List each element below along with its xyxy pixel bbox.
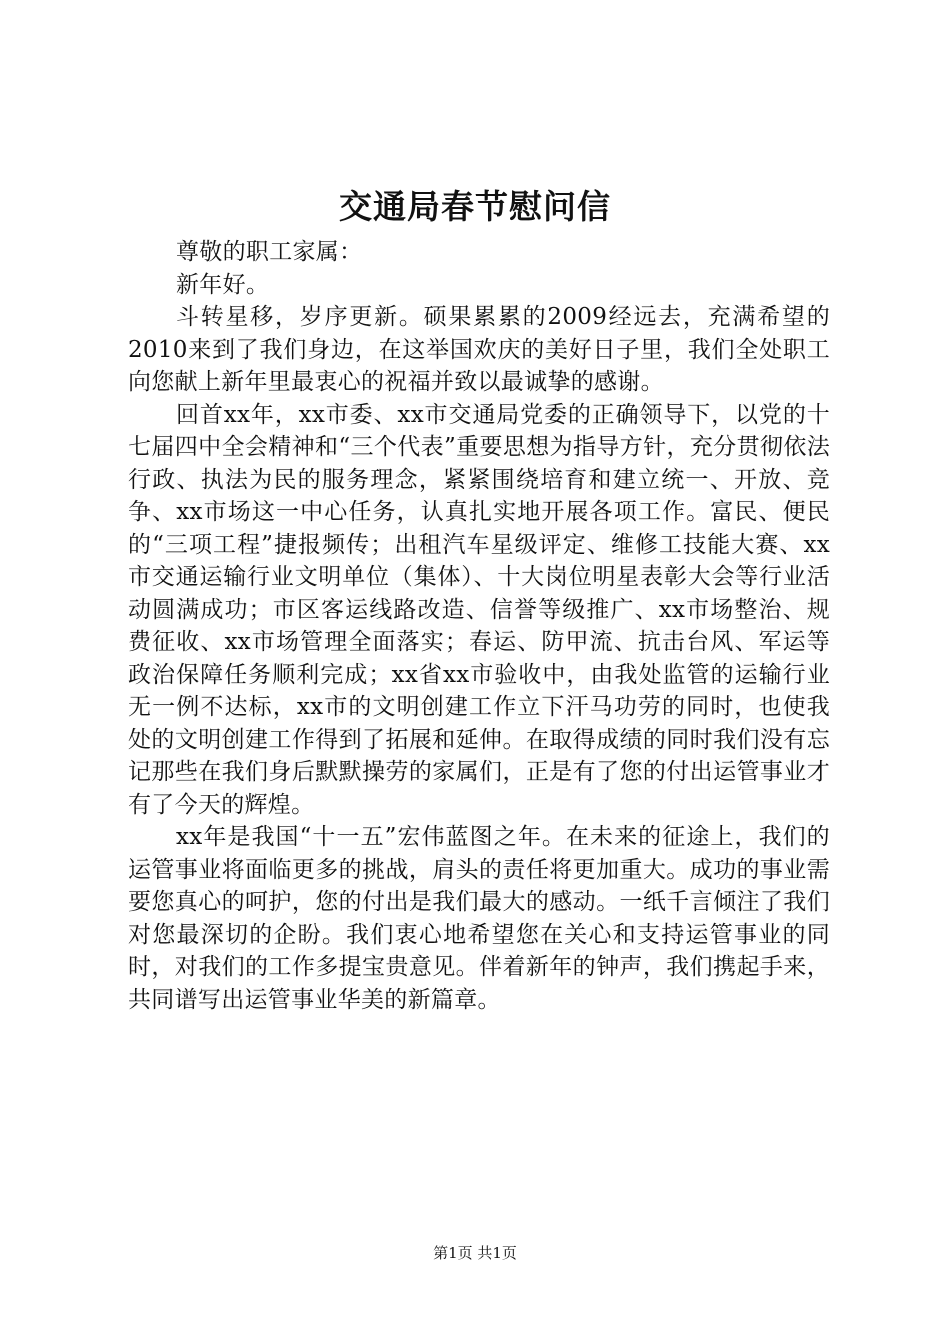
paragraph-outlook: xx年是我国“十一五”宏伟蓝图之年。在未来的征途上，我们的运管事业将面临更多的挑战，肩头的责任将更加重大。成功的事业需要您真心的呵护，您的付出是我们最大的感动。一纸千言倾注了我们对您最深切的企盼。我们衷心地希望您在关心和支持运管事业的同时，对我们的工作多提宝贵意见。伴着新年的钟声，我们携起手来，共同谱写出运管事业华美的新篇章。 xyxy=(128,824,830,1013)
document-title: 交通局春节慰问信 xyxy=(339,187,611,226)
salutation: 尊敬的职工家属： xyxy=(176,239,363,265)
page-footer: 第1页 共1页 xyxy=(433,1244,517,1262)
paragraph-review: 回首xx年，xx市委、xx市交通局党委的正确领导下，以党的十七届四中全会精神和“三个代表”重要思想为指导方针，充分贯彻依法行政、执法为民的服务理念，紧紧围绕培育和建立统一、开放、竞争、xx市场这一中心任务，认真扎实地开展各项工作。富民、便民的“三项工程”捷报频传；出租汽车星级评定、维修工技能大赛、xx市交通运输行业文明单位（集体）、十大岗位明星表彰大会等行业活动圆满成功；市区客运线路改造、信誉等级推广、xx市场整治、规费征收、xx市场管理全面落实；春运、防甲流、抗击台风、军运等政治保障任务顺利完成；xx省xx市验收中，由我处监管的运输行业无一例不达标，xx市的文明创建工作立下汗马功劳的同时，也使我处的文明创建工作得到了拓展和延伸。在取得成绩的同时我们没有忘记那些在我们身后默默操劳的家属们，正是有了您的付出运管事业才有了今天的辉煌。 xyxy=(128,401,830,818)
paragraph-opening: 斗转星移，岁序更新。硕果累累的2009经远去，充满希望的2010来到了我们身边，在这举国欢庆的美好日子里，我们全处职工向您献上新年里最衷心的祝福并致以最诚挚的感谢。 xyxy=(128,304,830,395)
letter-body xyxy=(128,236,830,1016)
greeting: 新年好。 xyxy=(176,271,270,298)
